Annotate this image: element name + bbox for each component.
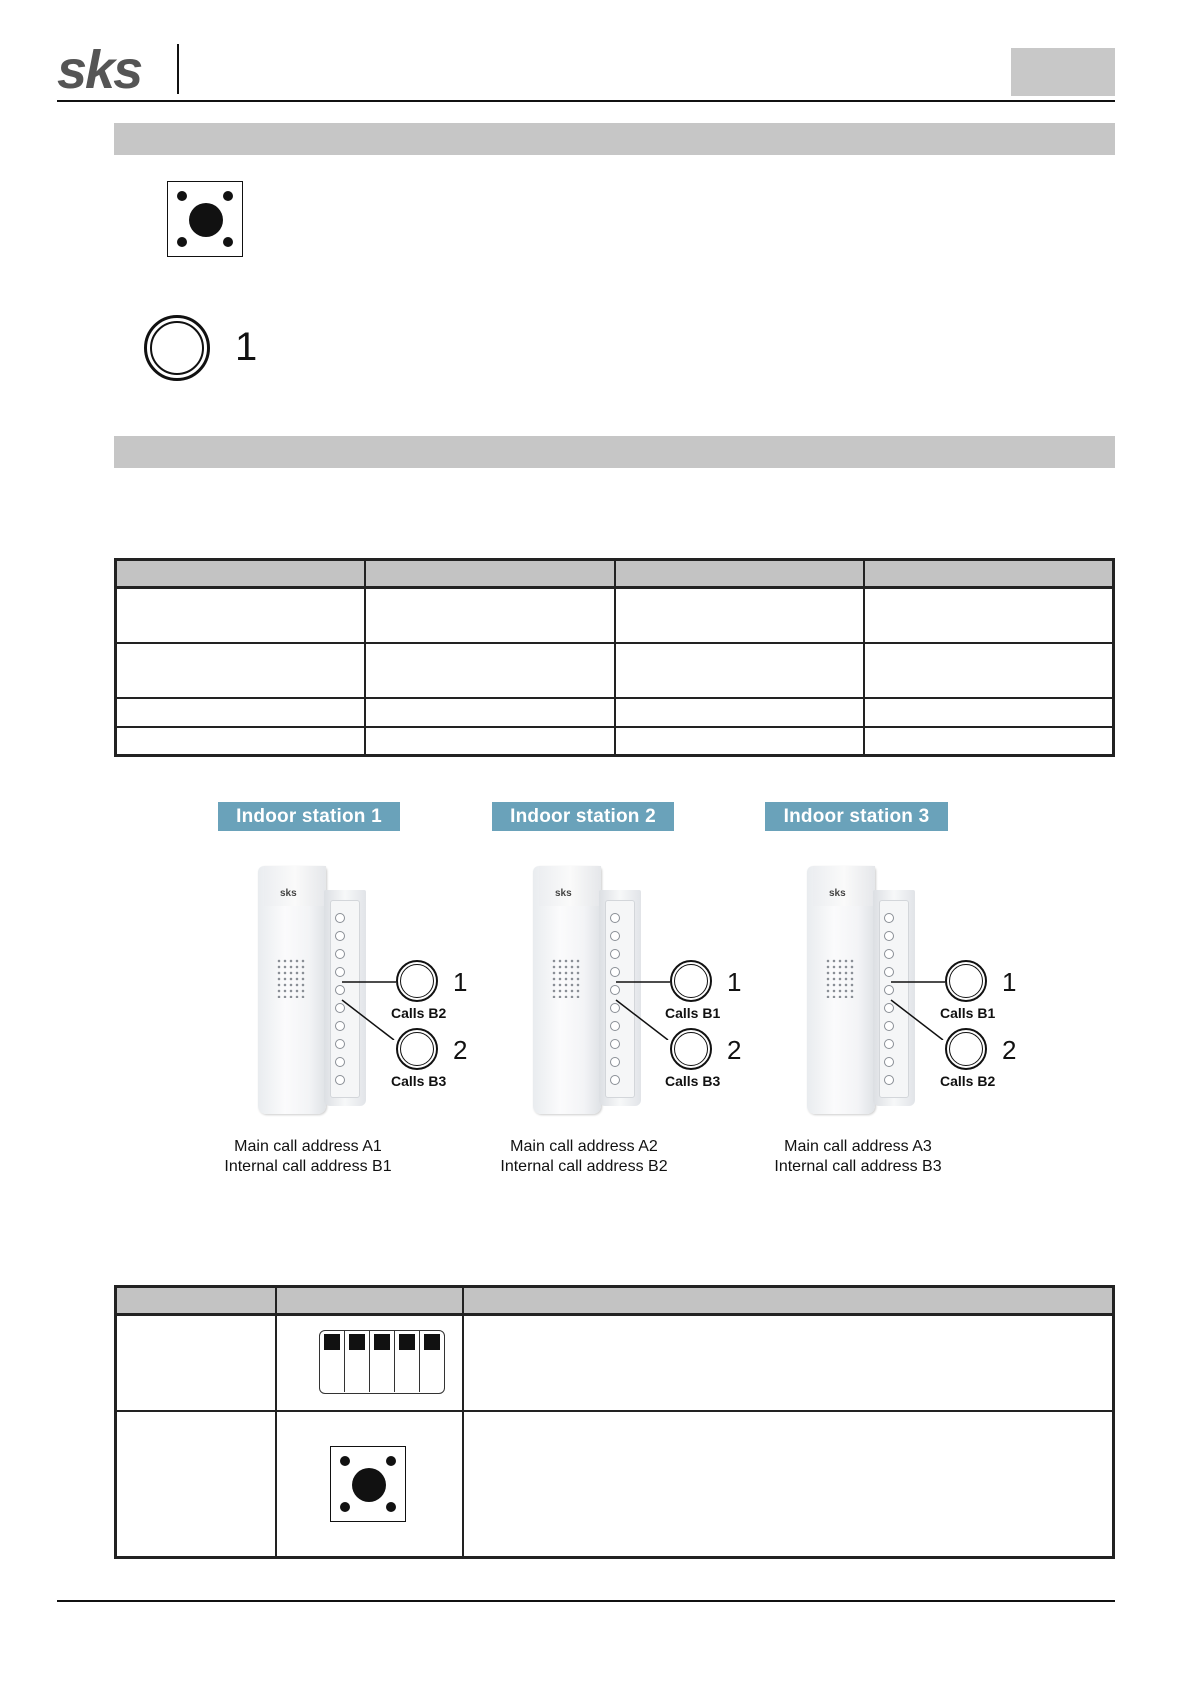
- station-3-label: Indoor station 3: [765, 802, 948, 831]
- settings-table: [114, 1285, 1115, 1559]
- station-2-call-label-1: Calls B1: [665, 1005, 721, 1021]
- station-2-device: sks: [533, 846, 653, 1116]
- logo-divider: [177, 44, 179, 94]
- station-2-call-button-2: [670, 1028, 712, 1070]
- square-button-icon: [330, 1446, 406, 1522]
- station-2-label: Indoor station 2: [492, 802, 674, 831]
- address-table: [114, 558, 1115, 757]
- station-2-leader-lines: [614, 960, 674, 1040]
- station-1-internal-address: Internal call address B1: [224, 1158, 392, 1175]
- station-2-main-address: Main call address A2: [510, 1138, 658, 1155]
- station-2-call-num-2: 2: [727, 1035, 742, 1065]
- station-1-call-num-2: 2: [453, 1035, 468, 1065]
- station-1-main-address: Main call address A1: [234, 1138, 382, 1155]
- station-2-call-num-1: 1: [727, 967, 742, 997]
- table-header-cell: [365, 560, 615, 588]
- table-row: [116, 643, 1114, 698]
- station-3-call-label-2: Calls B2: [940, 1073, 996, 1089]
- table-header-cell: [463, 1287, 1114, 1315]
- station-3-call-button-2: [945, 1028, 987, 1070]
- section-bar-1: [114, 123, 1115, 155]
- station-3-main-address: Main call address A3: [784, 1138, 932, 1155]
- station-3-call-num-2: 2: [1002, 1035, 1017, 1065]
- station-2-internal-address: Internal call address B2: [500, 1158, 668, 1175]
- header-rule: [57, 100, 1115, 102]
- table-header-cell: [116, 1287, 277, 1315]
- footer-rule: [57, 1600, 1115, 1602]
- station-2-call-label-2: Calls B3: [665, 1073, 721, 1089]
- station-1-device: sks: [258, 846, 378, 1116]
- station-3-device: sks: [807, 846, 927, 1116]
- station-3-leader-lines: [889, 960, 949, 1040]
- programming-button-icon: [167, 181, 243, 257]
- station-1-call-num-1: 1: [453, 967, 468, 997]
- station-3-call-num-1: 1: [1002, 967, 1017, 997]
- table-header-cell: [864, 560, 1114, 588]
- sks-logo: sks: [57, 40, 142, 100]
- station-1-leader-lines: [340, 960, 400, 1040]
- station-3-internal-address: Internal call address B3: [774, 1158, 942, 1175]
- table-row: [116, 1411, 1114, 1558]
- table-row: [116, 727, 1114, 756]
- table-row: [116, 1315, 1114, 1411]
- table-header-cell: [276, 1287, 463, 1315]
- station-1-call-button-2: [396, 1028, 438, 1070]
- table-header-cell: [116, 560, 366, 588]
- station-1-label: Indoor station 1: [218, 802, 400, 831]
- station-1-call-label-1: Calls B2: [391, 1005, 447, 1021]
- station-2-call-button-1: [670, 960, 712, 1002]
- table-row: [116, 698, 1114, 727]
- call-button-icon: [144, 315, 210, 381]
- station-3-call-button-1: [945, 960, 987, 1002]
- section-bar-2: [114, 436, 1115, 468]
- call-button-number: 1: [235, 325, 258, 369]
- station-3-call-label-1: Calls B1: [940, 1005, 996, 1021]
- table-header-cell: [615, 560, 865, 588]
- station-1-call-button-1: [396, 960, 438, 1002]
- station-1-call-label-2: Calls B3: [391, 1073, 447, 1089]
- header-page-box: [1011, 48, 1115, 96]
- table-row: [116, 588, 1114, 643]
- dip-switch-icon: [319, 1330, 445, 1394]
